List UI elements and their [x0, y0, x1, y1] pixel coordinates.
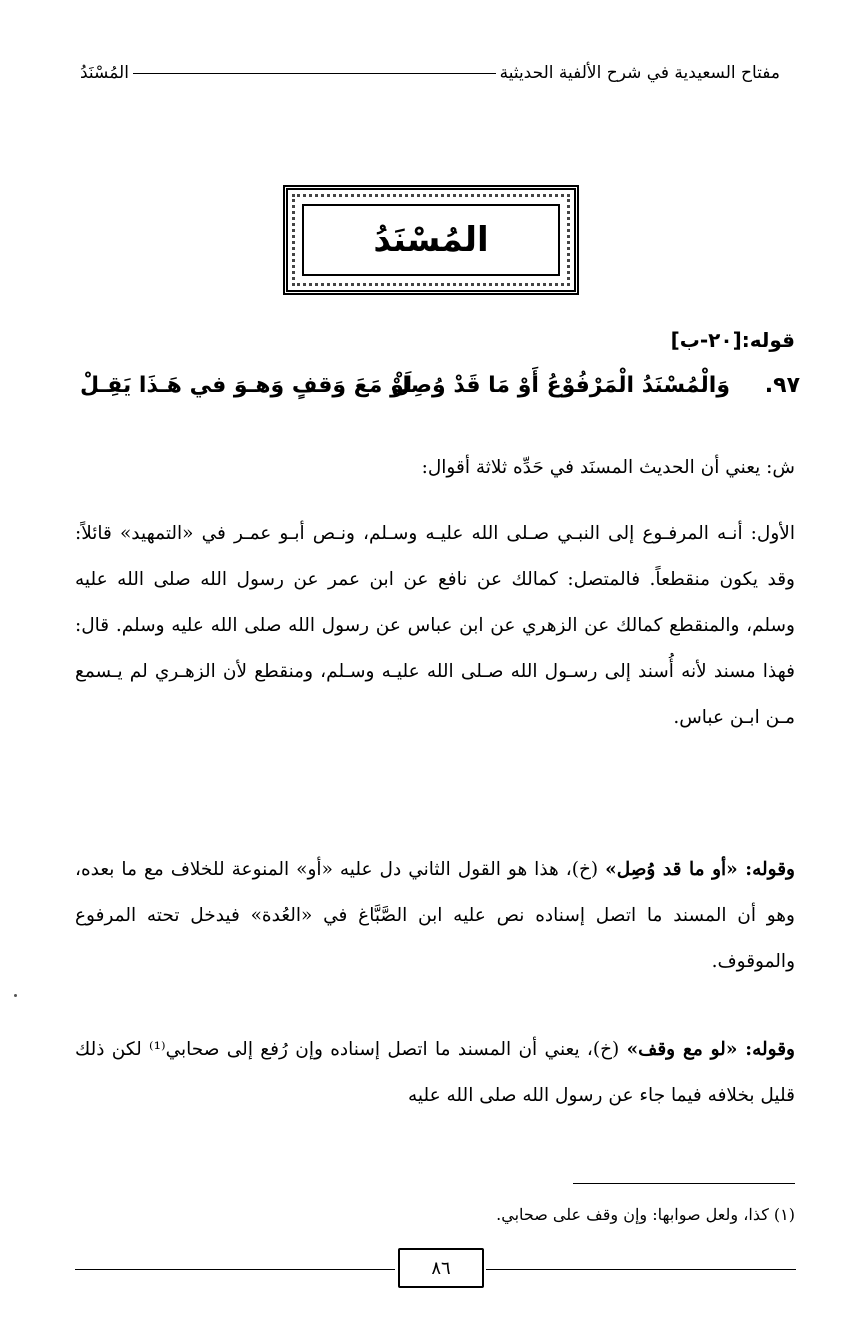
verse-hemistich-1: وَالْمُسْنَدُ الْمَرْفُوْعُ أَوْ مَا قَدْ وُصِلْ [391, 373, 730, 398]
paragraph-lead: وقوله: «لو مع وقف» [626, 1039, 795, 1060]
paragraph-second-opinion [75, 847, 795, 985]
paragraph-lead: وقوله: «أو ما قد وُصِل» [605, 859, 795, 880]
paragraph-intro: ش: يعني أن الحديث المسنَد في حَدِّه ثلاثة أقوال: [421, 457, 795, 478]
verse-number: ٩٧. [764, 373, 800, 398]
book-title: مفتاح السعيدية في شرح الألفية الحديثية [499, 63, 780, 83]
paragraph-body: (خ)، يعني أن المسند ما اتصل إسناده وإن رُفع إلى صحابي⁽¹⁾ لكن ذلك قليل بخلافه فيما جاء عن رسول الله صلى الله عليه [75, 1039, 795, 1106]
section-title-frame [283, 185, 579, 295]
page-number-rule-left [75, 1269, 395, 1270]
chapter-name: المُسْنَدُ [80, 63, 129, 83]
footnote-rule [573, 1183, 795, 1184]
section-title: المُسْنَدُ [373, 220, 489, 260]
paragraph-first-opinion: الأول: أنـه المرفـوع إلى النبـي صـلى الله عليـه وسـلم، ونـص أبـو عمـر في «التمهيد» قائلاً: وقد يكون منقطعاً. فالمتصل: كمالك عن نافع عن ابن عمر عن رسول الله صلى الله عليه وسلم، والمنقطع كمالك عن الزهري عن ابن عباس عن رسول الله صلى الله عليه وسلم. قال: فهذا مسند لأنه أُسند إلى رسـول الله صـلى الله عليـه وسـلم، ومنقطع لأن الزهـري لم يـسمع مـن ابـن عباس. [75, 523, 795, 728]
scan-speck [14, 994, 17, 997]
page-number: ٨٦ [398, 1248, 484, 1288]
paragraph-third-opinion [75, 1027, 795, 1119]
running-header [80, 58, 780, 88]
header-rule [133, 73, 496, 74]
verse-hemistich-2: لَوْ مَعَ وَقفٍ وَهـوَ في هَـذَا يَقِـلْ [80, 373, 413, 398]
paragraph-body: (خ)، هذا هو القول الثاني دل عليه «أو» المنوعة للخلاف مع ما بعده، وهو أن المسند ما اتصل إسناده نص عليه ابن الصَّبَّاغ في «العُدة» فيدخل تحته المرفوع والموقوف. [75, 859, 795, 972]
footnote: (١) كذا، ولعل صوابها: وإن وقف على صحابي. [496, 1205, 795, 1224]
page-number-rule-right [486, 1269, 796, 1270]
qawluhu-ref: قوله:[٢٠-ب] [670, 328, 795, 352]
verse-line [80, 365, 800, 413]
